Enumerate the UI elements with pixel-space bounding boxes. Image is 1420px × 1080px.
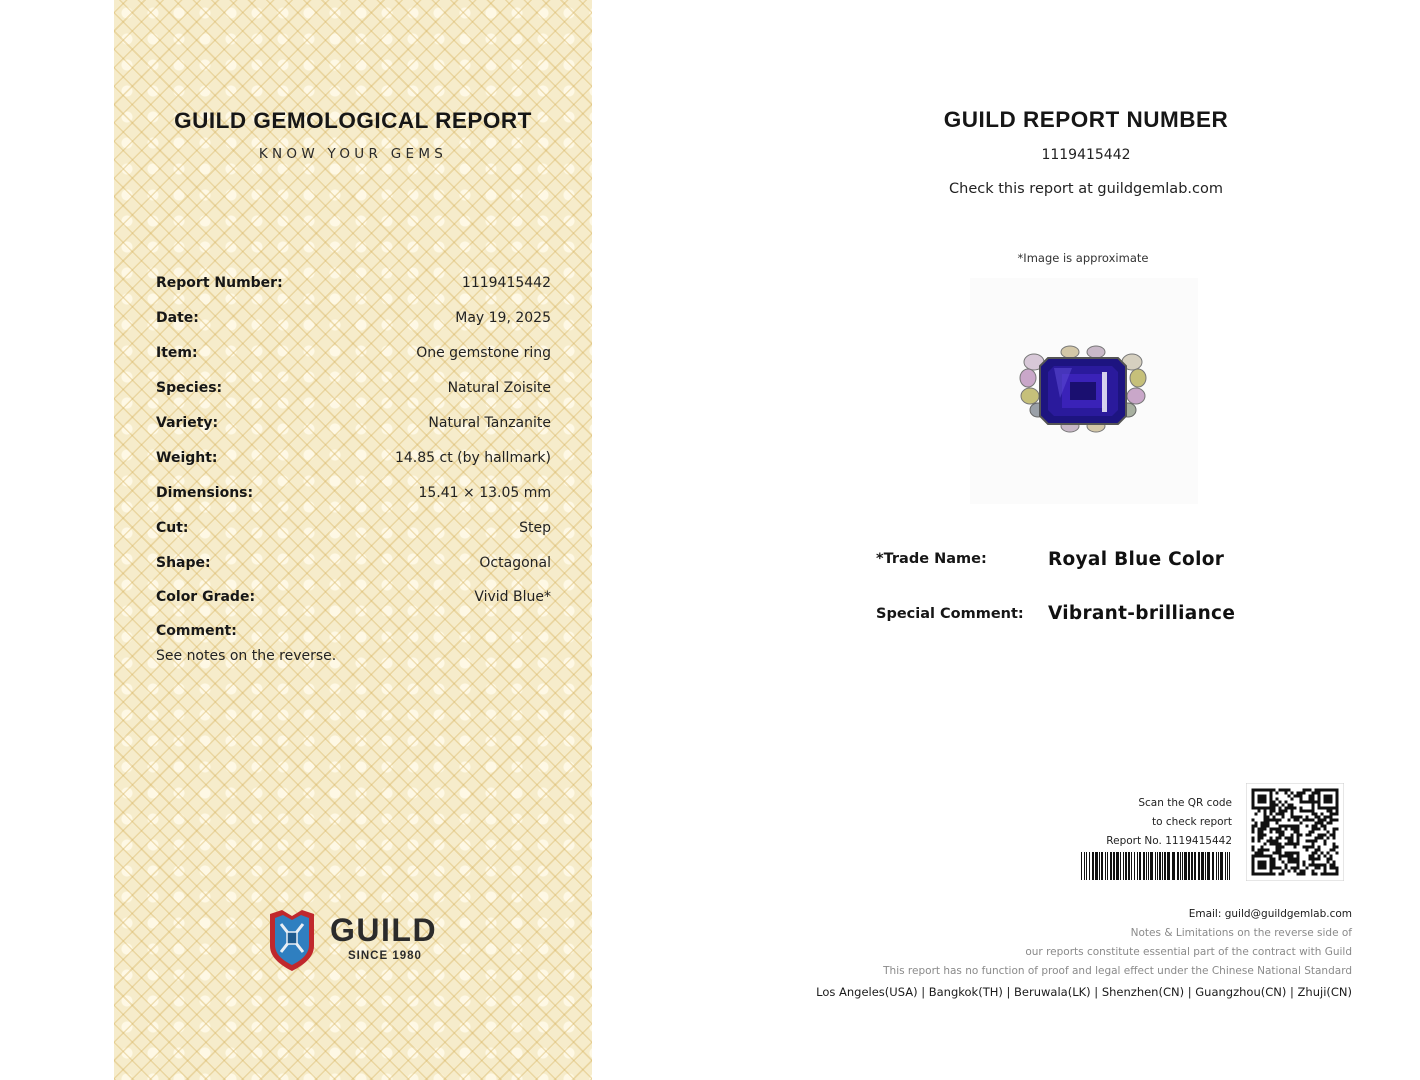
field-value: 14.85 ct (by hallmark) (394, 450, 551, 466)
field-value: Step (519, 520, 551, 536)
check-report-text: Check this report at guildgemlab.com (949, 181, 1223, 197)
scan-line-2: to check report (1151, 816, 1232, 828)
field-label: Weight: (156, 450, 218, 466)
special-comment-value: Vibrant-brilliance (1048, 603, 1236, 624)
field-color-grade (156, 589, 551, 609)
comment-label: Comment: (156, 623, 237, 639)
barcode-icon[interactable] (1081, 852, 1233, 880)
report-number-title: GUILD REPORT NUMBER (943, 107, 1229, 132)
report-left-panel (114, 0, 592, 1080)
field-weight (156, 450, 551, 470)
field-value: 1119415442 (461, 275, 551, 291)
footer-email[interactable]: Email: guild@guildgemlab.com (1188, 908, 1352, 920)
scan-line-1: Scan the QR code (1138, 797, 1232, 809)
guild-shield-icon (268, 908, 316, 972)
footer-note-1: Notes & Limitations on the reverse side of (1130, 927, 1352, 939)
field-value: Vivid Blue* (474, 589, 551, 605)
field-value: Natural Zoisite (447, 380, 551, 396)
field-cut (156, 520, 551, 540)
field-item (156, 345, 551, 365)
special-comment-label: Special Comment: (876, 606, 1024, 622)
field-label: Species: (156, 380, 223, 396)
field-value: 15.41 × 13.05 mm (418, 485, 551, 501)
field-report-number (156, 275, 551, 295)
logo-since-text: SINCE 1980 (348, 950, 422, 962)
field-label: Cut: (156, 520, 189, 536)
report-number-value: 1119415442 (1041, 147, 1131, 163)
footer-note-2: our reports constitute essential part of the contract with Guild (1025, 946, 1352, 958)
logo-wordmark: GUILD (330, 912, 438, 948)
gemstone-ring-image (970, 278, 1198, 504)
comment-text: See notes on the reverse. (156, 648, 337, 664)
report-subtitle: KNOW YOUR GEMS (258, 146, 448, 162)
field-label: Report Number: (156, 275, 283, 291)
guild-logo (268, 908, 448, 974)
field-value: May 19, 2025 (455, 310, 551, 326)
ring-illustration (970, 278, 1198, 504)
field-label: Shape: (156, 555, 211, 571)
report-title: GUILD GEMOLOGICAL REPORT (174, 108, 532, 133)
field-shape (156, 555, 551, 575)
footer-note-3: This report has no function of proof and legal effect under the Chinese National Standard (883, 965, 1352, 977)
trade-name-value: Royal Blue Color (1048, 549, 1225, 570)
field-date (156, 310, 551, 330)
field-label: Variety: (156, 415, 219, 431)
field-variety (156, 415, 551, 435)
field-label: Item: (156, 345, 198, 361)
field-value: Octagonal (479, 555, 551, 571)
field-dimensions (156, 485, 551, 505)
field-value: One gemstone ring (416, 345, 551, 361)
field-label: Dimensions: (156, 485, 254, 501)
field-label: Date: (156, 310, 199, 326)
trade-name-label: *Trade Name: (876, 551, 987, 567)
image-approximate-note: *Image is approximate (1017, 251, 1149, 265)
field-value: Natural Tanzanite (428, 415, 551, 431)
field-species (156, 380, 551, 400)
field-label: Color Grade: (156, 589, 256, 605)
scan-instructions (1030, 794, 1232, 851)
scan-line-3: Report No. 1119415442 (1106, 835, 1232, 847)
qr-code-icon[interactable] (1246, 783, 1344, 881)
footer-locations: Los Angeles(USA) | Bangkok(TH) | Beruwala(LK) | Shenzhen(CN) | Guangzhou(CN) | Zhuji(CN) (816, 985, 1352, 999)
